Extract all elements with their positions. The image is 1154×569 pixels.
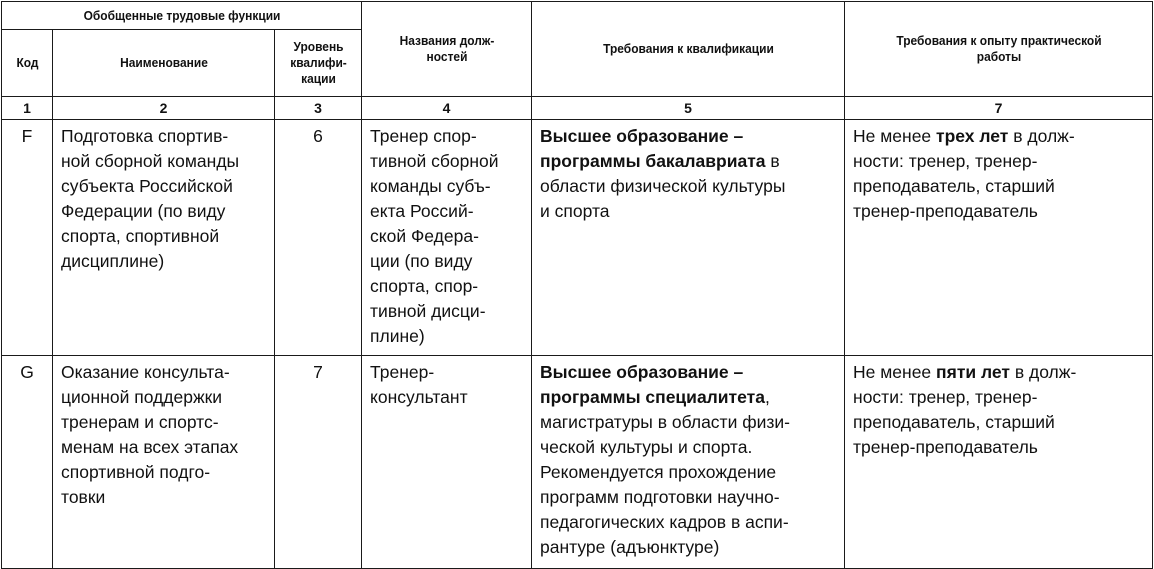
function-code: F	[2, 120, 53, 356]
table-row	[2, 356, 1153, 569]
qualification-table	[1, 1, 1153, 569]
experience-emphasis: трех лет	[936, 126, 1009, 146]
qualification-level: 7	[275, 356, 362, 569]
header-positions: Названия долж- ностей	[368, 2, 524, 97]
column-number: 1	[2, 97, 53, 120]
experience-text: в долж- ности: тренер, тренер- преподаватель, старший тренер-преподаватель	[853, 126, 1075, 221]
qualification-level: 6	[275, 120, 362, 356]
position-titles: Тренер спор- тивной сборной команды субъ- екта Россий- ской Федера- ции (по виду спорта, спор- тивной дисци- плине)	[362, 120, 532, 356]
position-titles: Тренер- консультант	[362, 356, 532, 569]
header-code: Код	[4, 30, 51, 97]
header-level: Уровень квалифи- кации	[278, 30, 358, 97]
header-experience: Требования к опыту практической работы	[857, 2, 1140, 97]
column-number: 3	[275, 97, 362, 120]
header-group-title: Обобщенные трудовые функции	[16, 2, 347, 30]
requirements-text: в области физической культуры и спорта	[540, 151, 786, 221]
column-number: 2	[53, 97, 275, 120]
header-name: Наименование	[61, 30, 265, 97]
experience-requirements	[845, 120, 1153, 356]
qualification-requirements	[532, 120, 845, 356]
column-numbers-row	[2, 97, 1153, 120]
qualification-requirements	[532, 356, 845, 569]
column-number: 4	[362, 97, 532, 120]
requirements-emphasis: Высшее образование – программы бакалавриата	[540, 126, 766, 171]
requirements-emphasis: Высшее образование – программы специалитета	[540, 362, 765, 407]
function-name: Подготовка спортив- ной сборной команды субъекта Российской Федерации (по виду спорта, спортивной дисциплине)	[53, 120, 275, 356]
column-number: 7	[845, 97, 1153, 120]
experience-prefix: Не менее	[853, 126, 937, 146]
header-requirements: Требования к квалификации	[544, 2, 832, 97]
experience-requirements	[845, 356, 1153, 569]
experience-text: в долж- ности: тренер, тренер- преподаватель, старший тренер-преподаватель	[853, 362, 1077, 457]
column-number: 5	[532, 97, 845, 120]
function-name: Оказание консульта- ционной поддержки тренерам и спортс- менам на всех этапах спортивной подго- товки	[53, 356, 275, 569]
requirements-text: , магистратуры в области физи- ческой культуры и спорта. Рекомендуется прохождение программ подготовки научно- педагогических кадров в аспи- рантуре (адъюнктуре)	[540, 387, 791, 557]
function-code: G	[2, 356, 53, 569]
table-row	[2, 120, 1153, 356]
experience-prefix: Не менее	[853, 362, 937, 382]
table-header	[2, 2, 1153, 97]
experience-emphasis: пяти лет	[936, 362, 1010, 382]
